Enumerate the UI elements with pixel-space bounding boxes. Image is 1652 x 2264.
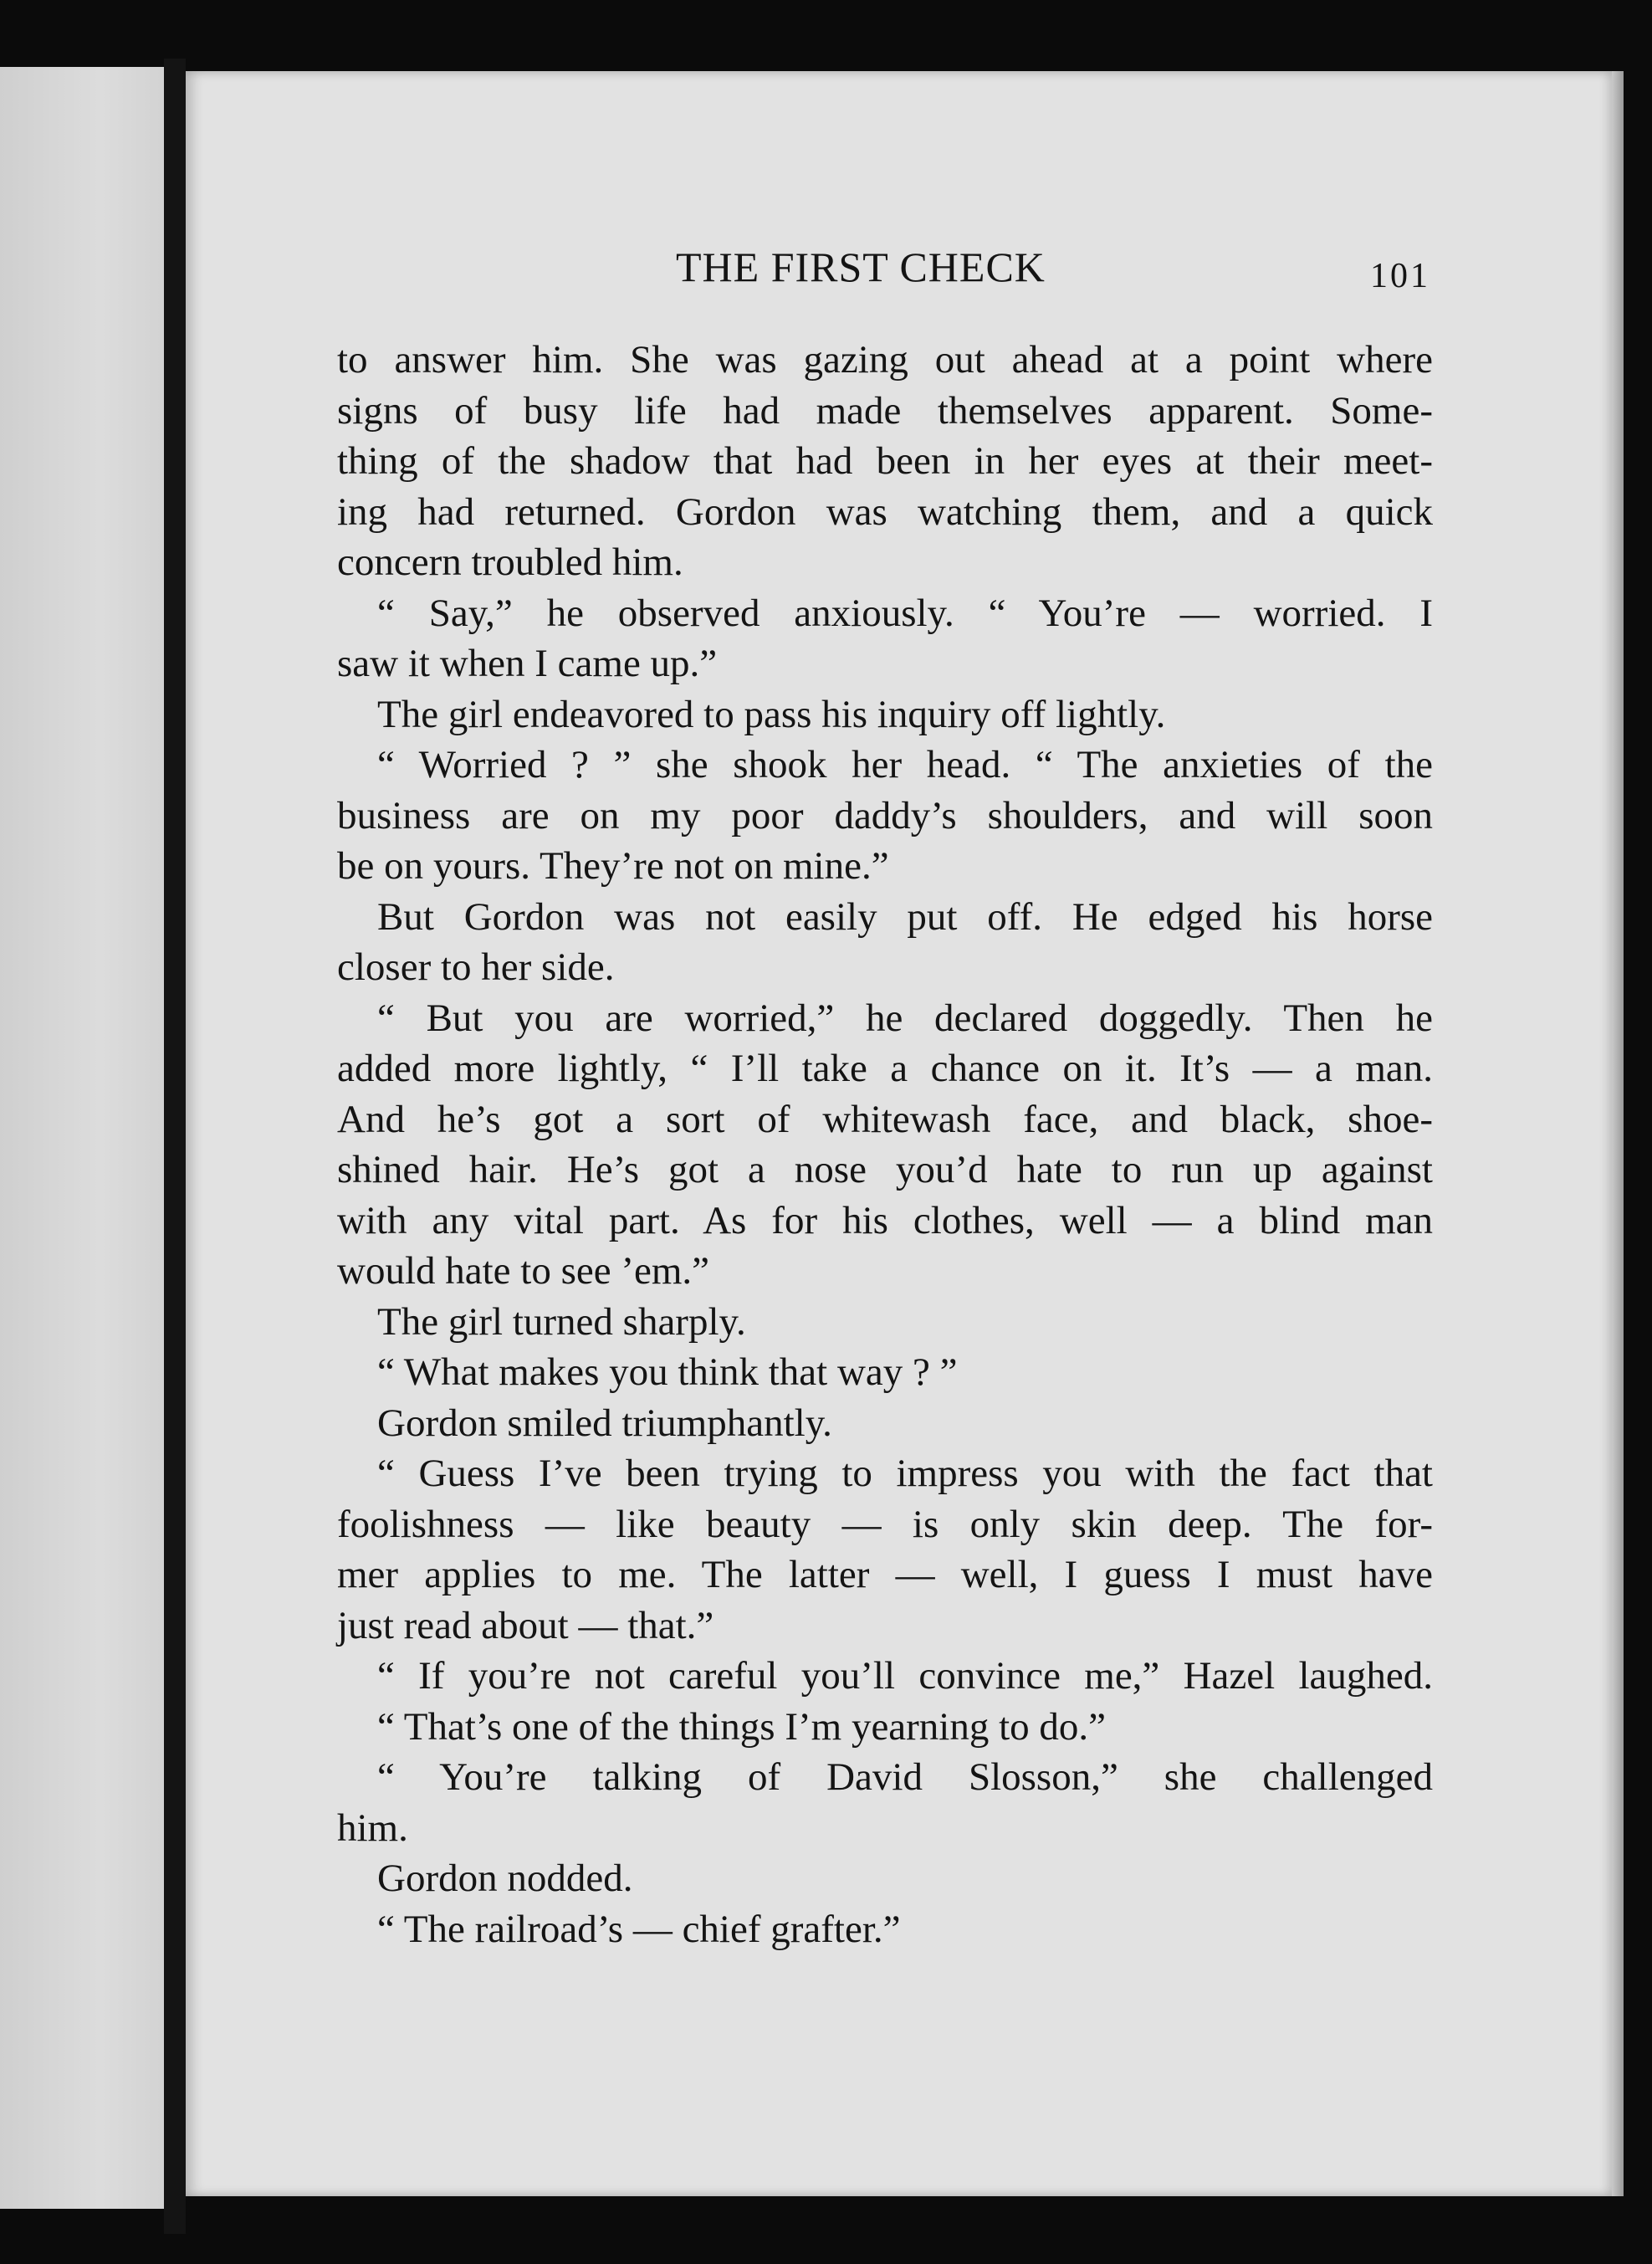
text-line: business are on my poor daddy’s shoulders, and will soon xyxy=(337,793,1433,837)
text-line: foolishness — like beauty — is only skin deep. The for- xyxy=(337,1502,1433,1546)
text-line: And he’s got a sort of whitewash face, and black, shoe- xyxy=(337,1097,1433,1141)
text-line: just read about — that.” xyxy=(337,1603,714,1647)
text-line: Gordon smiled triumphantly. xyxy=(377,1401,832,1445)
text-line: mer applies to me. The latter — well, I guess I must have xyxy=(337,1553,1433,1596)
text-line: The girl turned sharply. xyxy=(377,1299,746,1344)
text-line: “ Guess I’ve been trying to impress you with the fact that xyxy=(377,1452,1433,1495)
text-line: “ But you are worried,” he declared doggedly. Then he xyxy=(377,996,1433,1040)
text-line: with any vital part. As for his clothes, well — a blind man xyxy=(337,1198,1433,1242)
text-line: signs of busy life had made themselves apparent. Some- xyxy=(337,388,1433,433)
page-number: 101 xyxy=(1370,257,1430,295)
text-line: concern troubled him. xyxy=(337,540,683,584)
text-line: But Gordon was not easily put off. He edged his horse xyxy=(377,894,1433,939)
text-line: “ If you’re not careful you’ll convince me,” Hazel laughed. xyxy=(377,1654,1433,1698)
text-line: The girl endeavored to pass his inquiry off lightly. xyxy=(377,692,1166,736)
text-line: him. xyxy=(337,1806,408,1850)
text-line: “ The railroad’s — chief grafter.” xyxy=(377,1907,901,1951)
text-line: Gordon nodded. xyxy=(377,1857,633,1900)
text-line: “ Say,” he observed anxiously. “ You’re — worried. I xyxy=(377,591,1433,635)
previous-page-edge xyxy=(0,67,167,2209)
text-line: shined hair. He’s got a nose you’d hate to run up against xyxy=(337,1148,1433,1191)
running-head: THE FIRST CHECK xyxy=(676,243,1046,290)
text-line: added more lightly, “ I’ll take a chance on it. It’s — a man. xyxy=(337,1047,1433,1090)
text-line: “ You’re talking of David Slosson,” she challenged xyxy=(377,1755,1433,1799)
text-line: ing had returned. Gordon was watching them, and a quick xyxy=(337,489,1433,534)
text-line: saw it when I came up.” xyxy=(337,642,718,685)
text-line: “ That’s one of the things I’m yearning to do.” xyxy=(377,1704,1107,1749)
text-line: be on yours. They’re not on mine.” xyxy=(337,844,889,888)
text-line: “ What makes you think that way ? ” xyxy=(377,1350,958,1394)
text-line: thing of the shadow that had been in her eyes at their meet- xyxy=(337,439,1433,483)
book-binding-shadow xyxy=(164,59,186,2234)
body-text xyxy=(337,335,1433,1954)
text-line: would hate to see ’em.” xyxy=(337,1249,710,1293)
text-line: to answer him. She was gazing out ahead at a point where xyxy=(337,338,1433,382)
text-line: “ Worried ? ” she shook her head. “ The anxieties of the xyxy=(377,743,1433,786)
page-right-edge xyxy=(1612,71,1624,2196)
text-line: closer to her side. xyxy=(337,945,615,989)
